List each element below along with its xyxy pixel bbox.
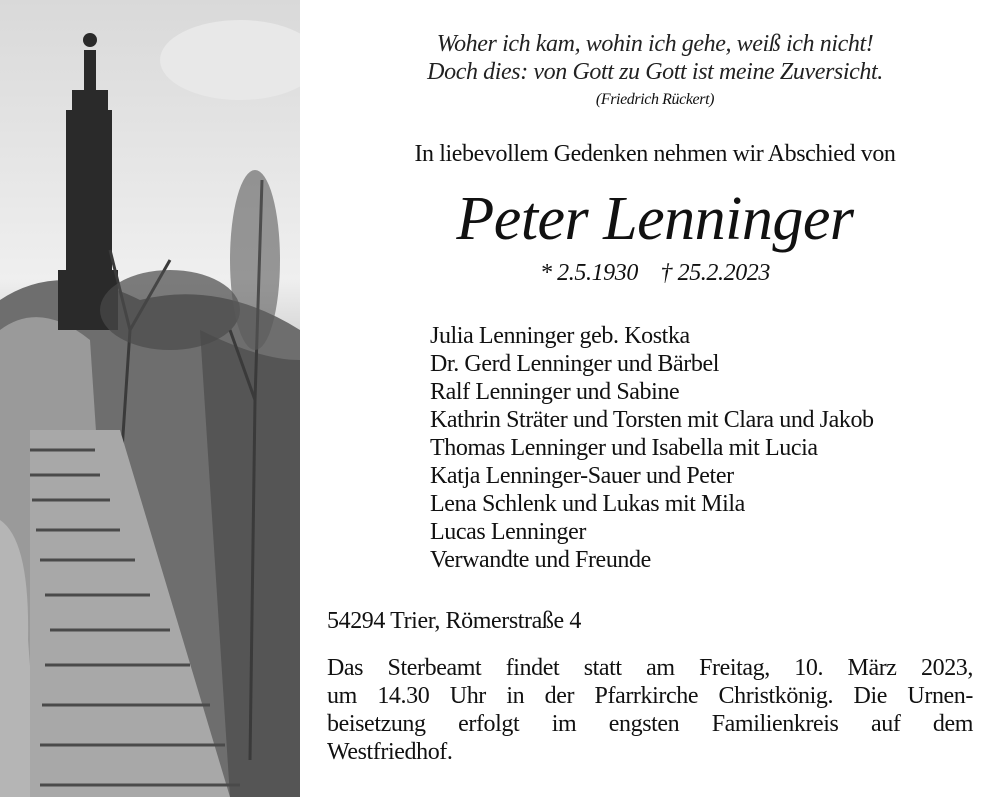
life-dates	[310, 259, 1000, 287]
service-line: Westfriedhof.	[327, 739, 453, 765]
birth-date: * 2.5.1930	[539, 260, 638, 286]
service-info	[327, 654, 973, 766]
photo-tower-and-stairs	[0, 0, 300, 797]
mourner: Kathrin Sträter und Torsten mit Clara und Jakob	[430, 407, 874, 433]
service-line: beisetzung erfolgt im engsten Familienkreis auf dem	[327, 711, 973, 737]
mourner: Ralf Lenninger und Sabine	[430, 379, 680, 405]
quote-author: (Friedrich Rückert)	[595, 91, 715, 108]
mourner: Verwandte und Freunde	[430, 547, 651, 573]
quote-line-1: Woher ich kam, wohin ich gehe, weiß ich nicht!	[436, 31, 874, 57]
mourner: Lena Schlenk und Lukas mit Mila	[430, 491, 745, 517]
quote-line-2: Doch dies: von Gott zu Gott ist meine Zuversicht.	[427, 59, 883, 85]
death-date: † 25.2.2023	[660, 260, 771, 286]
service-line: Das Sterbeamt findet statt am Freitag, 10. März 2023,	[327, 655, 973, 681]
address: 54294 Trier, Römerstraße 4	[327, 608, 581, 634]
mourner: Dr. Gerd Lenninger und Bärbel	[430, 351, 719, 377]
intro-text: In liebevollem Gedenken nehmen wir Abschied von	[414, 141, 896, 167]
service-line: um 14.30 Uhr in der Pfarrkirche Christkönig. Die Urnen-	[327, 683, 973, 709]
mourner: Thomas Lenninger und Isabella mit Lucia	[430, 435, 818, 461]
deceased-name: Peter Lenninger	[456, 185, 854, 253]
mourner: Lucas Lenninger	[430, 519, 586, 545]
mourner: Julia Lenninger geb. Kostka	[430, 323, 690, 349]
mourner: Katja Lenninger-Sauer und Peter	[430, 463, 734, 489]
